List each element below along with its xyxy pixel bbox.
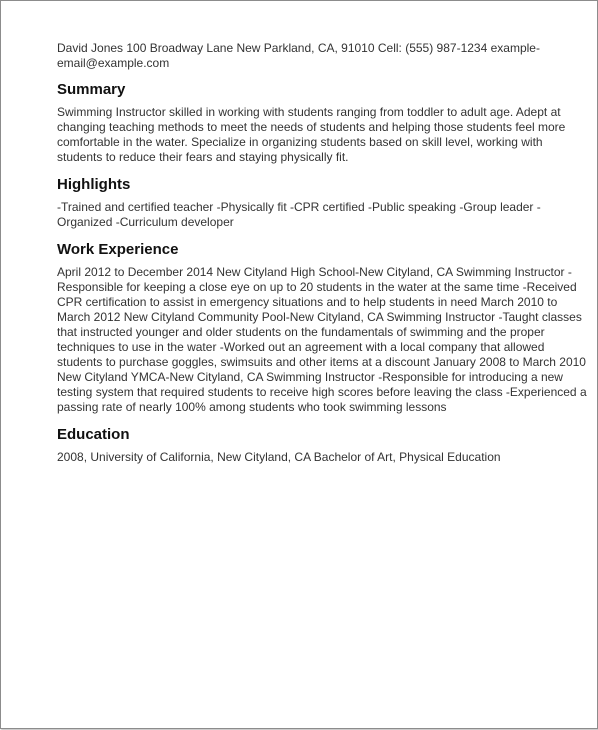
summary-text: Swimming Instructor skilled in working with students ranging from toddler to adult age. Adept at changing teaching methods to meet the needs of students and helping those students feel more comfortable in the water. Specialize in organizing students based on skill level, working with students to reduce their fears and staying physically fit. <box>57 105 566 164</box>
highlights-section <box>57 176 591 230</box>
highlights-heading: Highlights <box>57 176 131 193</box>
summary-heading: Summary <box>57 81 126 98</box>
highlights-text: -Trained and certified teacher -Physically fit -CPR certified -Public speaking -Group leader -Organized -Curriculum developer <box>57 200 541 229</box>
education-heading: Education <box>57 426 130 443</box>
work-experience-section <box>57 241 591 415</box>
contact-info: David Jones 100 Broadway Lane New Parkland, CA, 91010 Cell: (555) 987-1234 example-email@example.com <box>57 41 540 70</box>
education-text: 2008, University of California, New Cityland, CA Bachelor of Art, Physical Education <box>57 450 501 464</box>
resume-content <box>57 41 591 476</box>
summary-section <box>57 81 591 165</box>
education-section <box>57 426 591 465</box>
work-experience-heading: Work Experience <box>57 241 179 258</box>
work-experience-text: April 2012 to December 2014 New Cityland High School-New Cityland, CA Swimming Instructor -Responsible for keeping a close eye on up to 20 students in the water at the same time -Received CPR certification to assist in emergency situations and to help students in need March 2010 to March 2012 New Cityland Community Pool-New Cityland, CA Swimming Instructor -Taught classes that instructed younger and older students on the fundamentals of swimming and the proper techniques to use in the water -Worked out an agreement with a local company that allowed students to purchase goggles, swimsuits and other items at a discount January 2008 to March 2010 New Cityland YMCA-New Cityland, CA Swimming Instructor -Responsible for introducing a new testing system that required students to receive high scores before leaving the class -Experienced a passing rate of nearly 100% among students who took swimming lessons <box>57 265 587 414</box>
